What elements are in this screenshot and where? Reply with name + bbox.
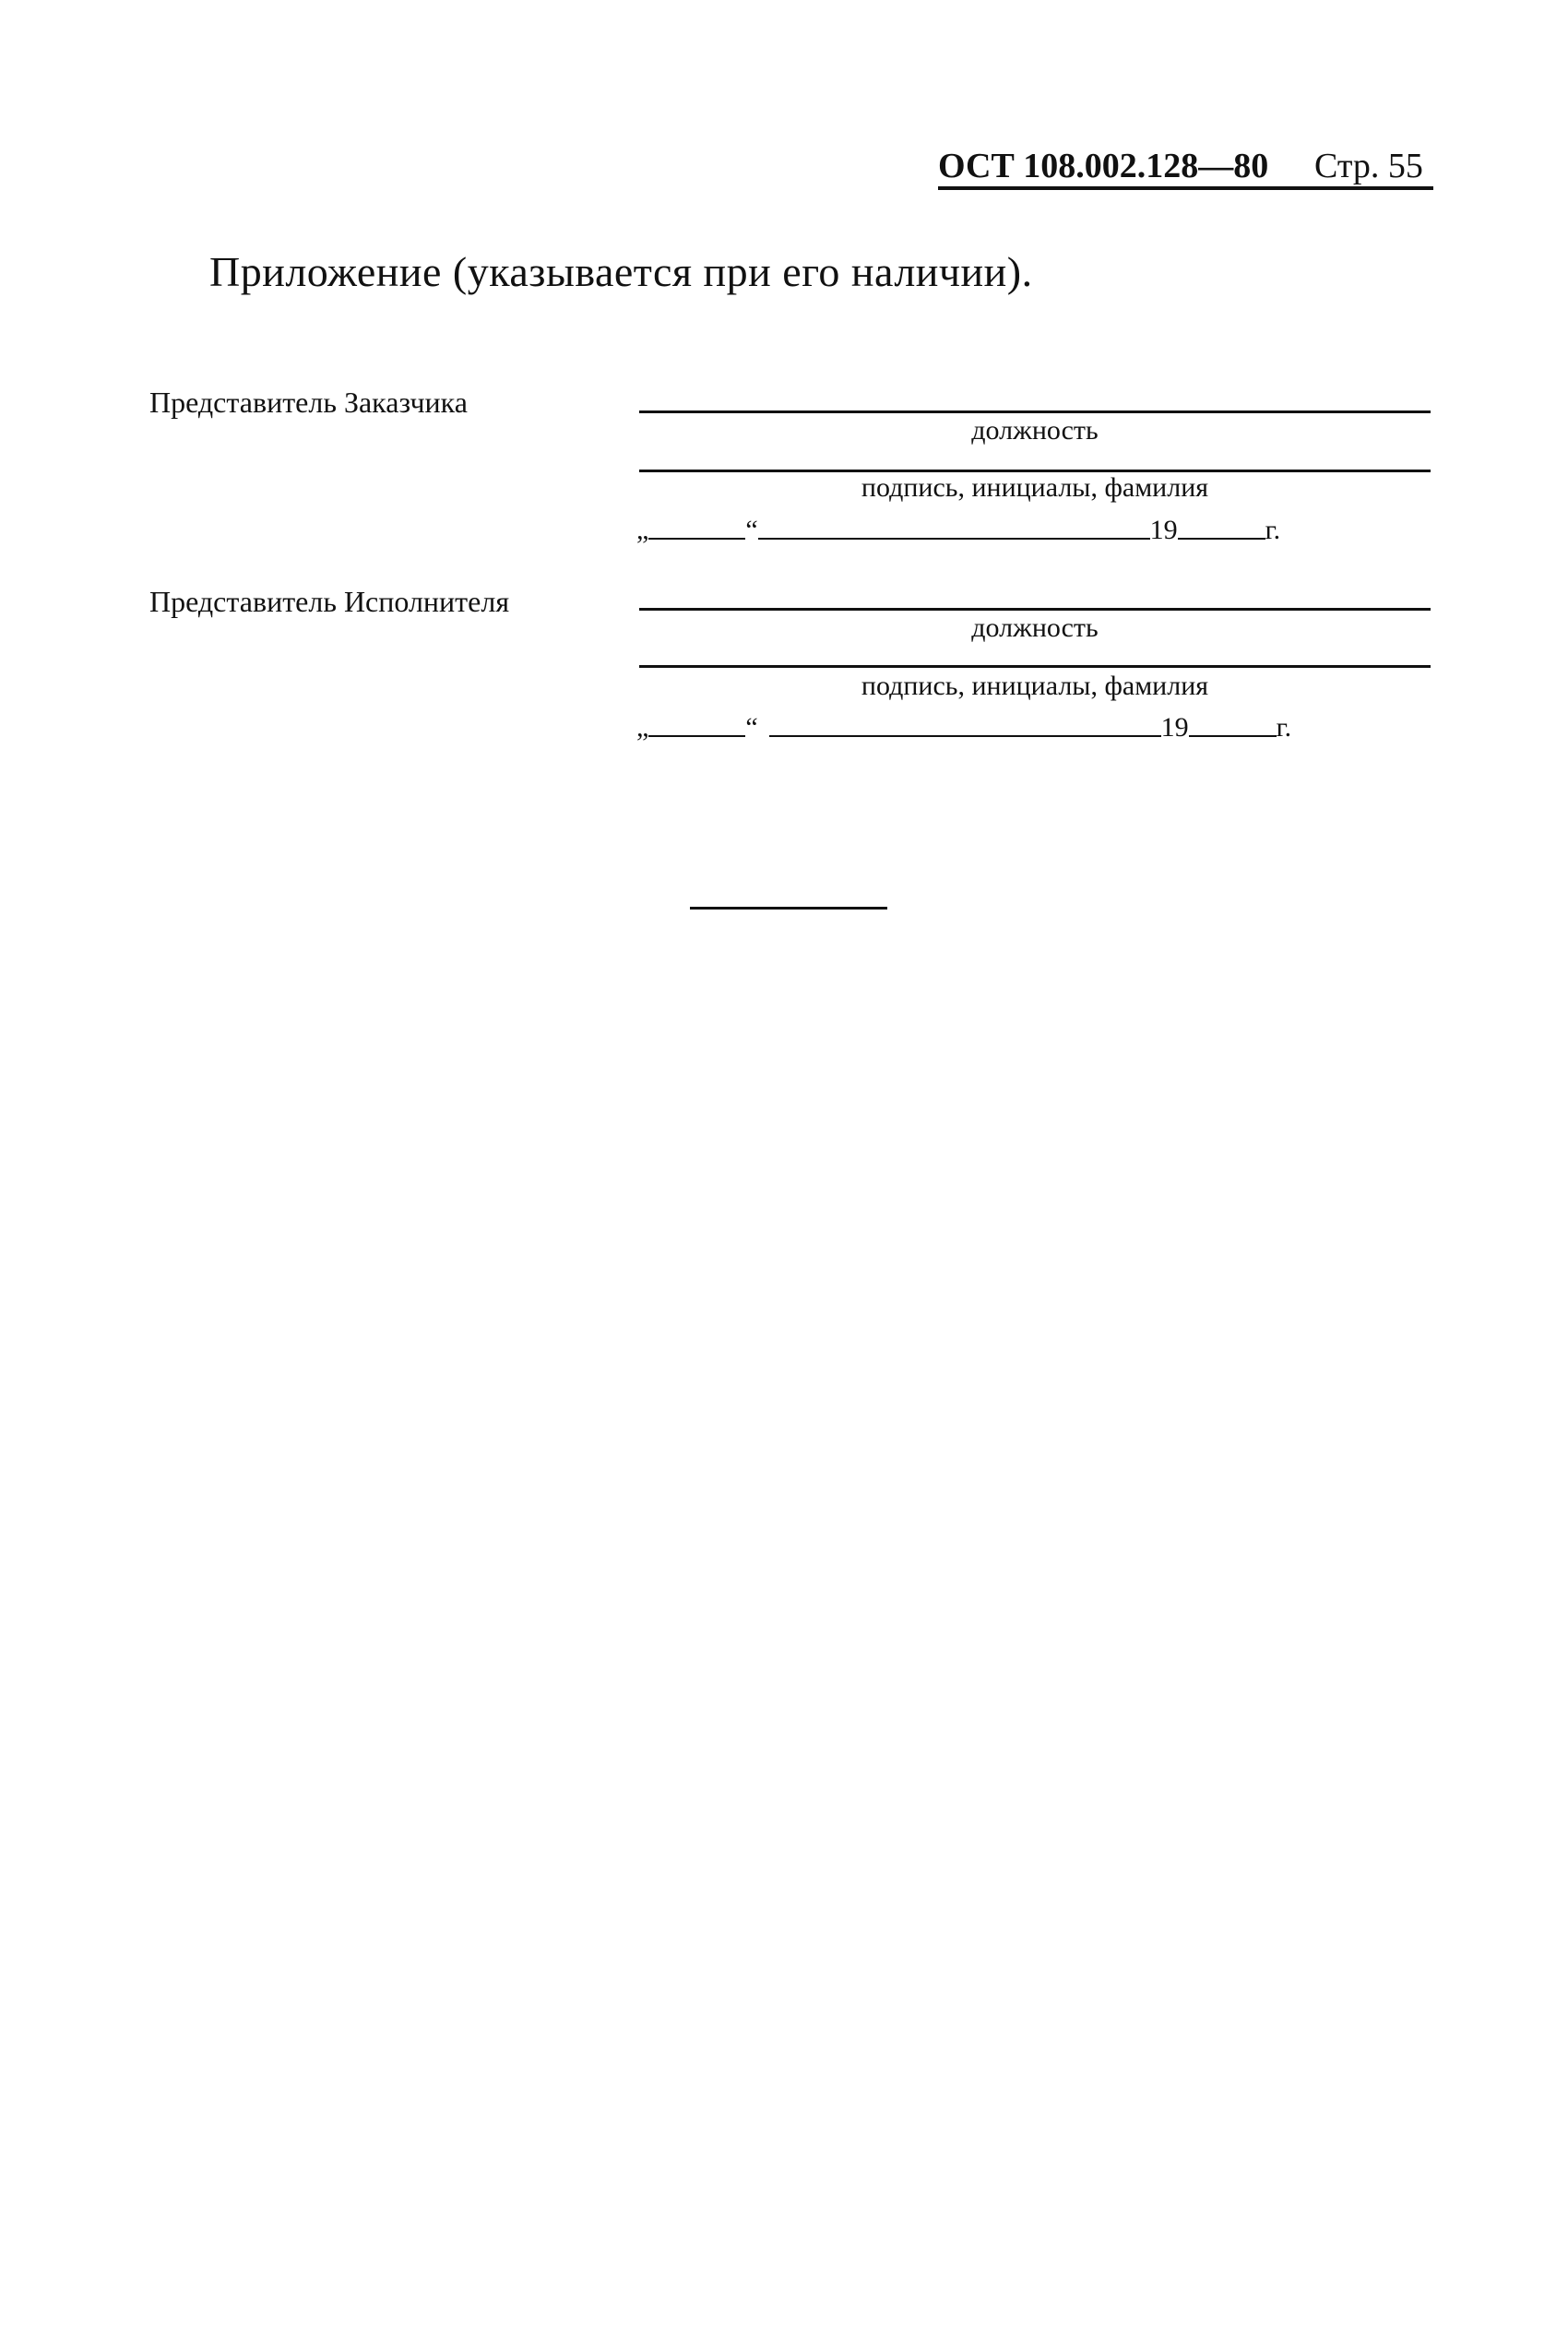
date-year-suffix: г. — [1276, 712, 1292, 743]
appendix-note: Приложение (указывается при его наличии). — [209, 248, 1033, 295]
date-day-field[interactable] — [648, 538, 745, 540]
customer-date-line — [636, 515, 1337, 546]
header-rule — [938, 186, 1433, 190]
page-number: Стр. 55 — [1314, 147, 1423, 185]
customer-representative-label: Представитель Заказчика — [149, 386, 468, 419]
contractor-date-line — [636, 712, 1337, 743]
date-year-field[interactable] — [1178, 538, 1265, 540]
contractor-position-caption: должность — [971, 612, 1099, 643]
contractor-signature-field[interactable] — [639, 665, 1431, 668]
date-open-quote: „ — [636, 515, 649, 545]
date-close-quote: “ — [745, 515, 758, 545]
customer-signature-caption: подпись, инициалы, фамилия — [861, 472, 1209, 503]
date-month-field[interactable] — [769, 735, 1161, 737]
contractor-position-field[interactable] — [639, 608, 1431, 611]
contractor-representative-label: Представитель Исполнителя — [149, 585, 510, 618]
customer-position-field[interactable] — [639, 410, 1431, 413]
date-year-field[interactable] — [1189, 735, 1277, 737]
date-close-quote: “ — [745, 712, 758, 743]
date-year-prefix: 19 — [1149, 515, 1178, 545]
date-day-field[interactable] — [648, 735, 745, 737]
document-code: ОСТ 108.002.128—80 — [938, 147, 1269, 185]
date-year-suffix: г. — [1265, 515, 1281, 545]
date-year-prefix: 19 — [1160, 712, 1189, 743]
contractor-signature-caption: подпись, инициалы, фамилия — [861, 671, 1209, 701]
customer-position-caption: должность — [971, 415, 1099, 446]
date-month-field[interactable] — [758, 538, 1150, 540]
date-open-quote: „ — [636, 712, 649, 743]
end-of-page-rule — [690, 907, 887, 910]
